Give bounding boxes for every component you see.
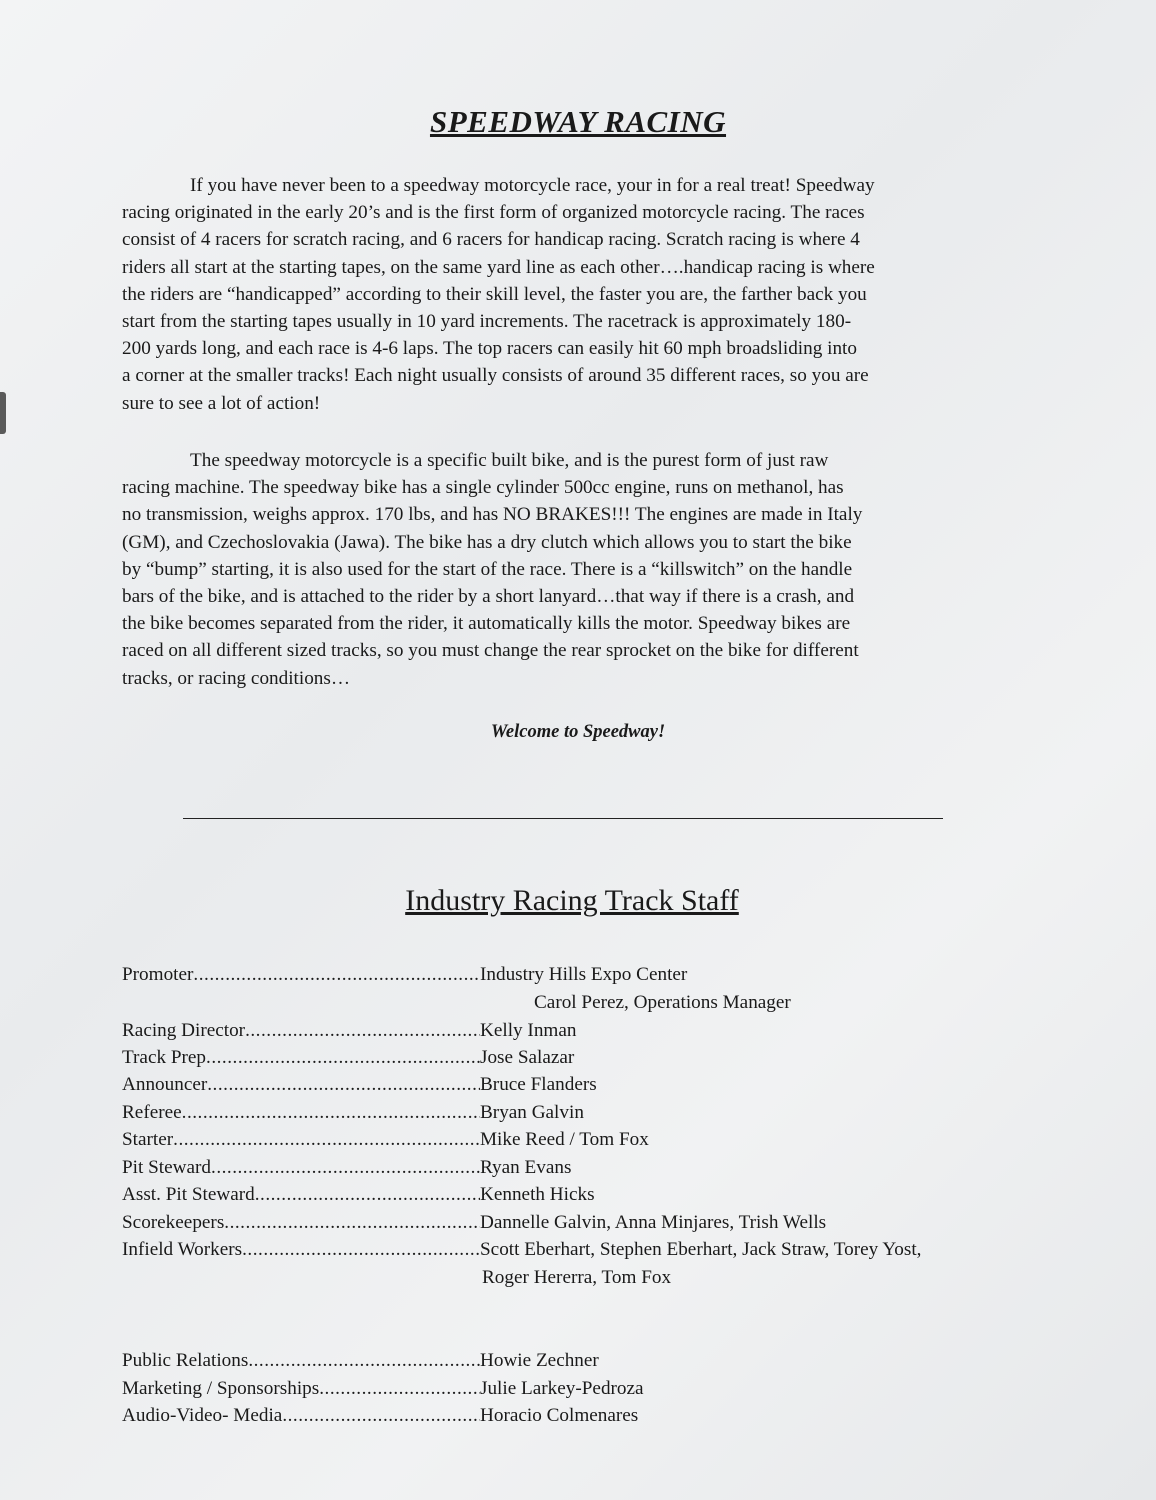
text-line: racing machine. The speedway bike has a single cylinder 500cc engine, runs on methanol, has	[122, 477, 844, 499]
text-line: bars of the bike, and is attached to the rider by a short lanyard…that way if there is a crash, and	[122, 586, 855, 608]
staff-name: Scott Eberhart, Stephen Eberhart, Jack Straw, Torey Yost,	[480, 1239, 922, 1260]
staff-name: Kelly Inman	[480, 1020, 577, 1041]
staff-name: Jose Salazar	[480, 1047, 575, 1068]
staff-name: Kenneth Hicks	[480, 1184, 595, 1205]
page-title: SPEEDWAY RACING	[429, 104, 727, 139]
text-line: 200 yards long, and each race is 4-6 laps. The top racers can easily hit 60 mph broadsliding into	[122, 338, 857, 360]
page-edge-tab	[0, 392, 6, 434]
text-line: a corner at the smaller tracks! Each night usually consists of around 35 different races, so you are	[122, 365, 869, 387]
staff-role: Audio-Video- Media .....	[122, 1405, 480, 1427]
staff-name: Bruce Flanders	[480, 1074, 597, 1095]
staff-name: Industry Hills Expo Center	[480, 964, 688, 985]
staff-role: Infield Workers .....	[122, 1239, 480, 1261]
staff-name: Mike Reed / Tom Fox	[480, 1129, 649, 1150]
staff-role: Starter .....	[122, 1129, 480, 1151]
staff-role: Asst. Pit Steward .....	[122, 1184, 480, 1206]
staff-name-continued: Carol Perez, Operations Manager	[534, 992, 791, 1013]
staff-role: Promoter .....	[122, 964, 480, 986]
text-line: the bike becomes separated from the rider, it automatically kills the motor. Speedway bikes are	[122, 613, 851, 635]
text-line: no transmission, weighs approx. 170 lbs, and has NO BRAKES!!! The engines are made in Italy	[122, 504, 863, 526]
staff-name: Horacio Colmenares	[480, 1405, 639, 1426]
text-line: sure to see a lot of action!	[122, 392, 321, 414]
text-line: tracks, or racing conditions…	[122, 667, 351, 689]
staff-name: Ryan Evans	[480, 1157, 572, 1178]
staff-role: Referee .....	[122, 1102, 480, 1124]
text-line: by “bump” starting, it is also used for the start of the race. There is a “killswitch” on the handle	[122, 558, 853, 580]
intro-paragraph	[122, 172, 1026, 417]
text-line: consist of 4 racers for scratch racing, and 6 racers for handicap racing. Scratch racing is where 4	[122, 229, 860, 251]
text-line: If you have never been to a speedway motorcycle race, your in for a real treat! Speedway	[190, 175, 875, 196]
staff-role: Track Prep .....	[122, 1047, 480, 1069]
text-line: raced on all different sized tracks, so you must change the rear sprocket on the bike for different	[122, 640, 859, 662]
staff-name: Julie Larkey-Pedroza	[480, 1378, 644, 1399]
staff-name: Bryan Galvin	[480, 1102, 584, 1123]
staff-name: Dannelle Galvin, Anna Minjares, Trish Wells	[480, 1212, 827, 1233]
staff-role: Racing Director .....	[122, 1020, 480, 1042]
text-line: the riders are “handicapped” according to their skill level, the faster you are, the farther back you	[122, 283, 867, 305]
text-line: racing originated in the early 20’s and is the first form of organized motorcycle racing. The races	[122, 202, 865, 224]
staff-heading: Industry Racing Track Staff	[405, 884, 739, 917]
text-line: riders all start at the starting tapes, on the same yard line as each other….handicap racing is where	[122, 256, 875, 278]
staff-name: Howie Zechner	[480, 1350, 599, 1371]
staff-role: Announcer .....	[122, 1074, 480, 1096]
staff-name-continued: Roger Hererra, Tom Fox	[482, 1267, 672, 1288]
bike-paragraph	[122, 447, 1026, 692]
text-line: start from the starting tapes usually in 10 yard increments. The racetrack is approximately 180-	[122, 311, 852, 333]
text-line: (GM), and Czechoslovakia (Jawa). The bike has a dry clutch which allows you to start the bike	[122, 531, 852, 553]
staff-role: Pit Steward .....	[122, 1157, 480, 1179]
section-divider	[183, 818, 943, 819]
staff-role: Scorekeepers .....	[122, 1212, 480, 1234]
staff-role: Public Relations .....	[122, 1350, 480, 1372]
text-line: The speedway motorcycle is a specific built bike, and is the purest form of just raw	[190, 450, 829, 471]
staff-role: Marketing / Sponsorships .....	[122, 1378, 480, 1400]
welcome-text: Welcome to Speedway!	[490, 722, 666, 742]
